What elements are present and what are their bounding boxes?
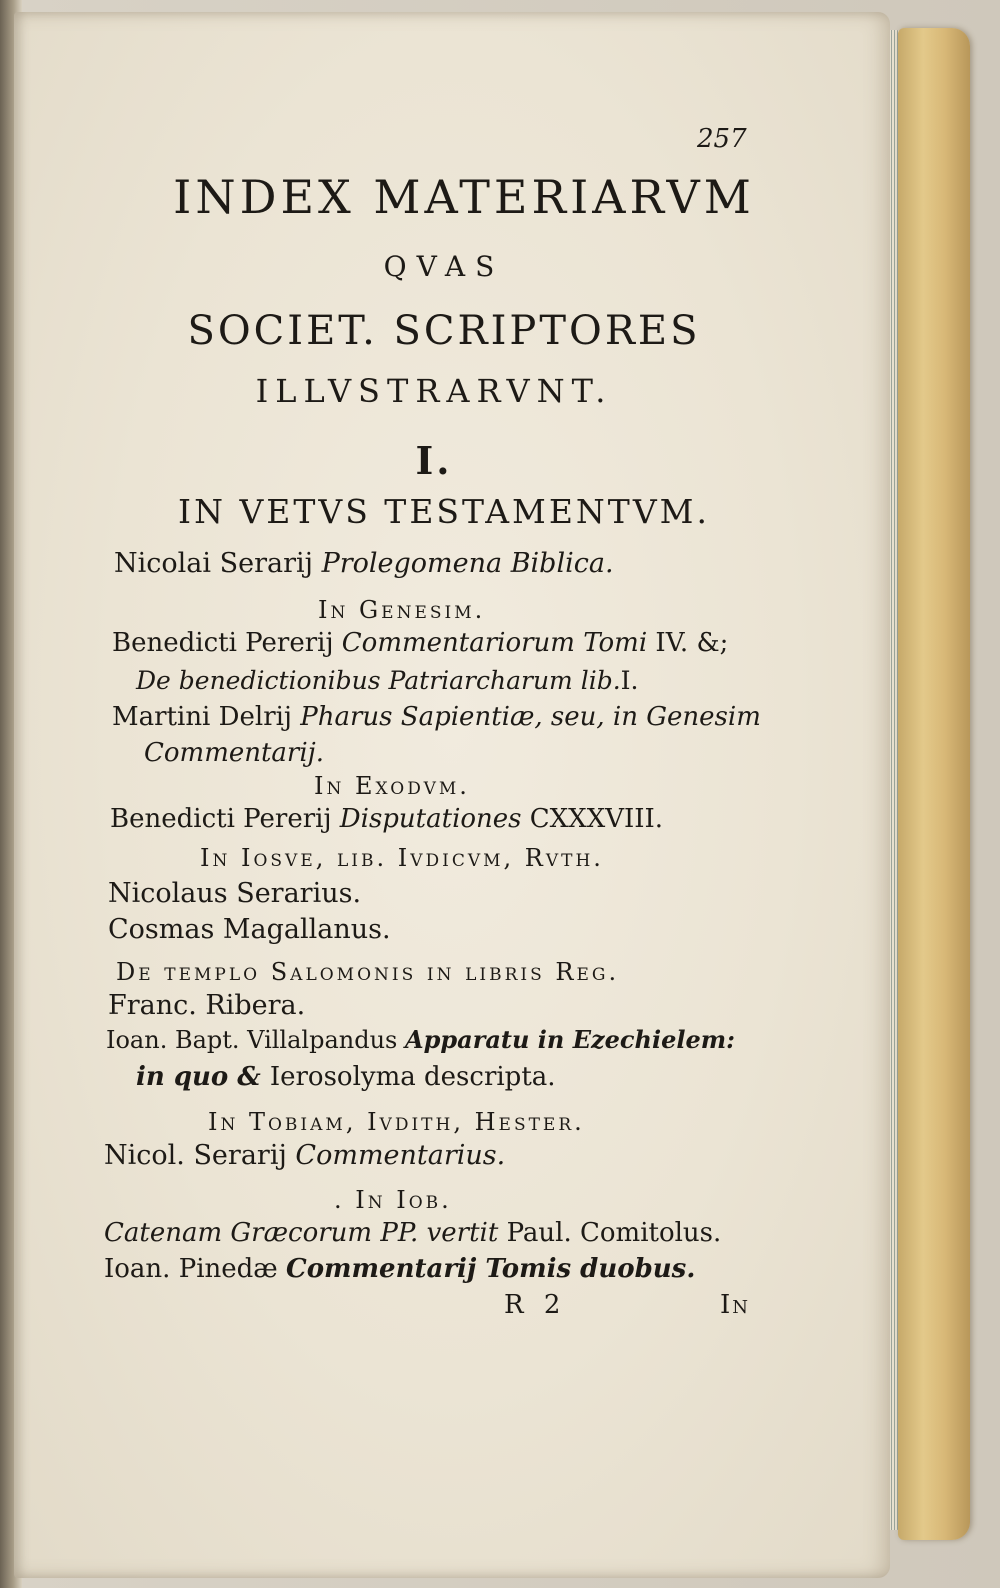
book-page [14,12,890,1578]
title-line-4: ILLVSTRARVNT. [255,372,613,410]
entry-author: Ioan. Bapt. Villalpandus [106,1026,405,1054]
entry-pererij-1-cont [136,668,638,693]
entry-author: Martini Delrij [112,702,301,732]
entry-work: Commentarius. [295,1140,506,1171]
entry-tail: I. [620,666,639,695]
entry-serarij-2 [104,1142,505,1169]
vellum-cover [898,28,970,1540]
heading-iosue: In Iosve, lib. Ivdicvm, Rvth. [200,844,604,872]
catchword: In [720,1290,751,1320]
entry-cosmas: Cosmas Magallanus. [108,914,391,945]
entry-delrij [112,704,761,730]
title-line-2: QVAS [383,250,505,283]
section-numeral: I. [415,438,453,483]
signature-mark: R 2 [504,1290,567,1320]
entry-work: Catenam Græcorum PP. vertit [104,1218,507,1248]
entry-work: Commentariorum Tomi [341,628,656,658]
entry-work: De benedictionibus Patriarcharum lib. [136,666,621,695]
heading-iob: . In Iob. [334,1186,452,1214]
entry-serarij [114,550,614,577]
entry-author: Ioan. Pinedæ [104,1254,286,1284]
entry-author: Nicolai Serarij [114,548,322,579]
entry-pererij-2 [110,806,663,832]
entry-catenam [104,1220,721,1246]
entry-work: Commentarij Tomis duobus. [286,1254,696,1284]
heading-genesim: In Genesim. [318,596,486,624]
entry-work: Apparatu in Ezechielem: [404,1025,736,1054]
entry-tail: IV. &; [655,628,729,658]
title-line-1: INDEX MATERIARVM [173,170,755,224]
entry-author: Paul. Comitolus. [506,1218,722,1248]
entry-ribera: Franc. Ribera. [108,990,306,1021]
page-number: 257 [697,124,747,154]
heading-templo: De templo Salomonis in libris Reg. [116,958,620,986]
heading-exodum: In Exodvm. [314,772,470,800]
entry-author: Benedicti Pererij [112,628,342,658]
entry-work: in quo & [136,1062,270,1092]
entry-delrij-cont [144,740,324,766]
entry-villalpandus-cont [136,1064,556,1090]
heading-tobiam: In Tobiam, Ivdith, Hester. [208,1108,585,1136]
entry-author: Benedicti Pererij [110,804,340,834]
title-line-3: SOCIET. SCRIPTORES [187,308,701,354]
entry-tail: Ierosolyma descripta. [269,1062,556,1092]
entry-work: Disputationes [339,804,530,834]
entry-work: Pharus Sapientiæ, seu, in Genesim [300,702,761,732]
entry-nicolaus: Nicolaus Serarius. [108,878,362,909]
entry-pineda [104,1256,695,1282]
entry-tail: CXXXVIII. [529,804,664,834]
entry-author: Nicol. Serarij [104,1140,296,1171]
entry-villalpandus [106,1025,736,1054]
entry-work: Prolegomena Biblica. [321,548,614,579]
entry-work: Commentarij. [144,738,325,768]
entry-pererij-1 [112,630,728,656]
section-title: IN VETVS TESTAMENTVM. [178,492,710,531]
